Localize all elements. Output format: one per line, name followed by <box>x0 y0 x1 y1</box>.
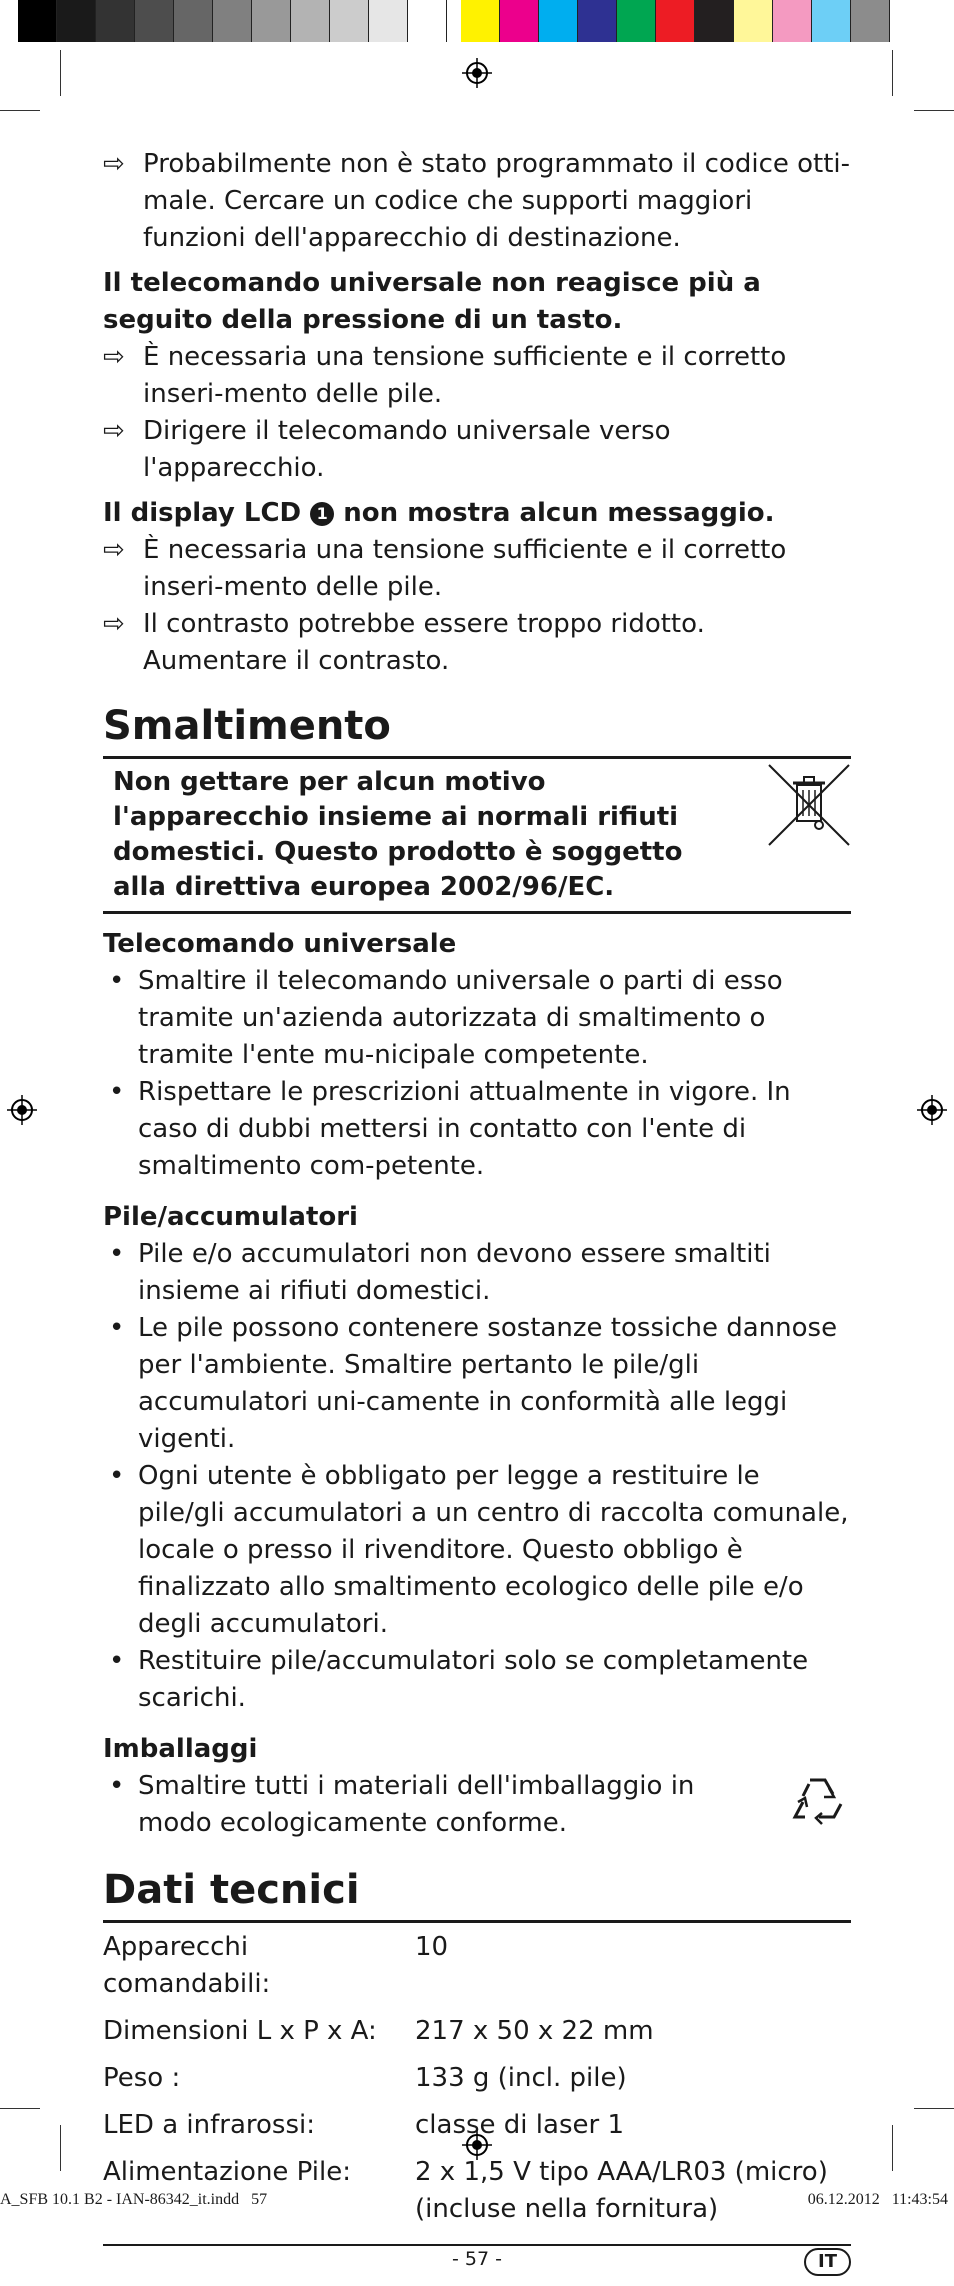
crossed-out-bin-icon <box>767 763 851 847</box>
list-item: • Ogni utente è obbligato per legge a restituire le pile/gli accumulatori a un centro di raccolta comunale, locale o presso il rivenditore. Questo obbligo è finalizzato allo smaltimento ecologico delle pile e/o degli accumulatori. <box>103 1458 851 1643</box>
bullet-icon: • <box>109 966 125 996</box>
color-swatch <box>213 0 252 42</box>
spec-row <box>103 2013 851 2050</box>
color-swatch <box>500 0 539 42</box>
slug-left: A_SFB 10.1 B2 - IAN-86342_it.indd 57 <box>0 2191 268 2208</box>
callout-number: 1 <box>310 502 334 526</box>
bullet-icon: • <box>109 1461 125 1491</box>
packaging-block <box>103 1768 851 1842</box>
color-swatch <box>695 0 734 42</box>
troubleshooting-item: ⇨ Dirigere il telecomando universale verso l'apparecchio. <box>103 413 851 487</box>
color-swatch <box>773 0 812 42</box>
spec-row <box>103 1929 851 2003</box>
arrow-right-icon: ⇨ <box>103 535 125 565</box>
arrow-right-icon: ⇨ <box>103 342 125 372</box>
troubleshooting-heading: Il display LCD 1 non mostra alcun messaggio. <box>103 498 775 528</box>
subheading-remote: Telecomando universale <box>103 929 457 959</box>
spec-label: Alimentazione Pile: <box>103 2157 351 2187</box>
registration-mark-icon <box>462 58 492 88</box>
arrow-right-icon: ⇨ <box>103 609 125 639</box>
spec-value: classe di laser 1 <box>415 2110 624 2140</box>
color-calibration-bar <box>18 0 890 42</box>
spec-value: 133 g (incl. pile) <box>415 2063 627 2093</box>
color-swatch <box>539 0 578 42</box>
registration-mark-icon <box>917 1095 947 1125</box>
troubleshooting-item: ⇨ Il contrasto potrebbe essere troppo ridotto. Aumentare il contrasto. <box>103 606 851 680</box>
troubleshooting-item: ⇨ È necessaria una tensione sufficiente e il corretto inseri-mento delle pile. <box>103 339 851 413</box>
list-item: • Smaltire tutti i materiali dell'imballaggio in modo ecologicamente conforme. <box>103 1768 741 1842</box>
color-swatch <box>330 0 369 42</box>
color-swatch <box>447 0 461 42</box>
page-footer <box>103 2246 851 2286</box>
list-item: • Restituire pile/accumulatori solo se completamente scarichi. <box>103 1643 851 1717</box>
spec-label: Apparecchi comandabili: <box>103 1932 271 1999</box>
color-swatch <box>291 0 330 42</box>
bullet-icon: • <box>109 1239 125 1269</box>
crop-mark <box>0 110 40 111</box>
spec-value: 10 <box>415 1932 449 1962</box>
packaging-disposal-list <box>103 1768 851 1842</box>
crop-mark <box>914 2108 954 2109</box>
list-item: • Rispettare le prescrizioni attualmente in vigore. In caso di dubbi mettersi in contatto con l'ente di smaltimento com-petente. <box>103 1074 851 1185</box>
spec-row <box>103 2107 851 2144</box>
list-item: • Le pile possono contenere sostanze tossiche dannose per l'ambiente. Smaltire pertanto le pile/gli accumulatori uni-camente in conformità alle leggi vigenti. <box>103 1310 851 1458</box>
subheading-packaging: Imballaggi <box>103 1734 258 1764</box>
color-swatch <box>135 0 174 42</box>
crop-mark <box>60 50 61 96</box>
spec-label: LED a infrarossi: <box>103 2110 315 2140</box>
subheading-batteries: Pile/accumulatori <box>103 1202 358 1232</box>
bullet-icon: • <box>109 1313 125 1343</box>
crop-mark <box>892 2125 893 2171</box>
spec-label: Dimensioni L x P x A: <box>103 2016 377 2046</box>
remote-disposal-list <box>103 963 851 1185</box>
color-swatch <box>617 0 656 42</box>
troubleshooting-item: ⇨ Probabilmente non è stato programmato il codice otti-male. Cercare un codice che supporti maggiori funzioni dell'apparecchio di destinazione. <box>103 146 851 257</box>
color-swatch <box>18 0 57 42</box>
list-item: • Smaltire il telecomando universale o parti di esso tramite un'azienda autorizzata di smaltimento o tramite l'ente mu-nicipale competente. <box>103 963 851 1074</box>
color-swatch <box>96 0 135 42</box>
section-title-disposal: Smaltimento <box>103 700 851 759</box>
disposal-warning-box: Non gettare per alcun motivo l'apparecchio insieme ai normali rifiuti domestici. Questo prodotto è soggetto alla direttiva europea 2002/96/EC. <box>103 759 851 914</box>
troubleshooting-item: ⇨ È necessaria una tensione sufficiente e il corretto inseri-mento delle pile. <box>103 532 851 606</box>
color-swatch <box>408 0 447 42</box>
spec-row <box>103 2060 851 2097</box>
crop-mark <box>892 50 893 96</box>
page-content <box>103 146 851 2286</box>
bullet-icon: • <box>109 1077 125 1107</box>
color-swatch <box>812 0 851 42</box>
spec-label: Peso : <box>103 2063 181 2093</box>
color-swatch <box>578 0 617 42</box>
section-title-specs: Dati tecnici <box>103 1864 851 1923</box>
arrow-right-icon: ⇨ <box>103 149 125 179</box>
crop-mark <box>914 110 954 111</box>
color-swatch <box>369 0 408 42</box>
color-swatch <box>851 0 890 42</box>
bullet-icon: • <box>109 1771 125 1801</box>
battery-disposal-list <box>103 1236 851 1717</box>
color-swatch <box>656 0 695 42</box>
troubleshooting-heading: Il telecomando universale non reagisce più a seguito della pressione di un tasto. <box>103 268 761 335</box>
list-item: • Pile e/o accumulatori non devono essere smaltiti insieme ai rifiuti domestici. <box>103 1236 851 1310</box>
color-swatch <box>174 0 213 42</box>
crop-mark <box>60 2125 61 2171</box>
slug-right: 06.12.2012 11:43:54 <box>807 2191 948 2208</box>
crop-mark <box>0 2108 40 2109</box>
registration-mark-icon <box>7 1095 37 1125</box>
page-number: - 57 - <box>452 2248 502 2270</box>
arrow-right-icon: ⇨ <box>103 416 125 446</box>
color-swatch <box>57 0 96 42</box>
color-swatch <box>734 0 773 42</box>
color-swatch <box>461 0 500 42</box>
color-swatch <box>252 0 291 42</box>
recycling-icon <box>785 1770 851 1836</box>
spec-value: 2 x 1,5 V tipo AAA/LR03 (micro) (incluse nella fornitura) <box>415 2157 828 2224</box>
spec-value: 217 x 50 x 22 mm <box>415 2016 654 2046</box>
bullet-icon: • <box>109 1646 125 1676</box>
language-badge: IT <box>804 2248 851 2276</box>
